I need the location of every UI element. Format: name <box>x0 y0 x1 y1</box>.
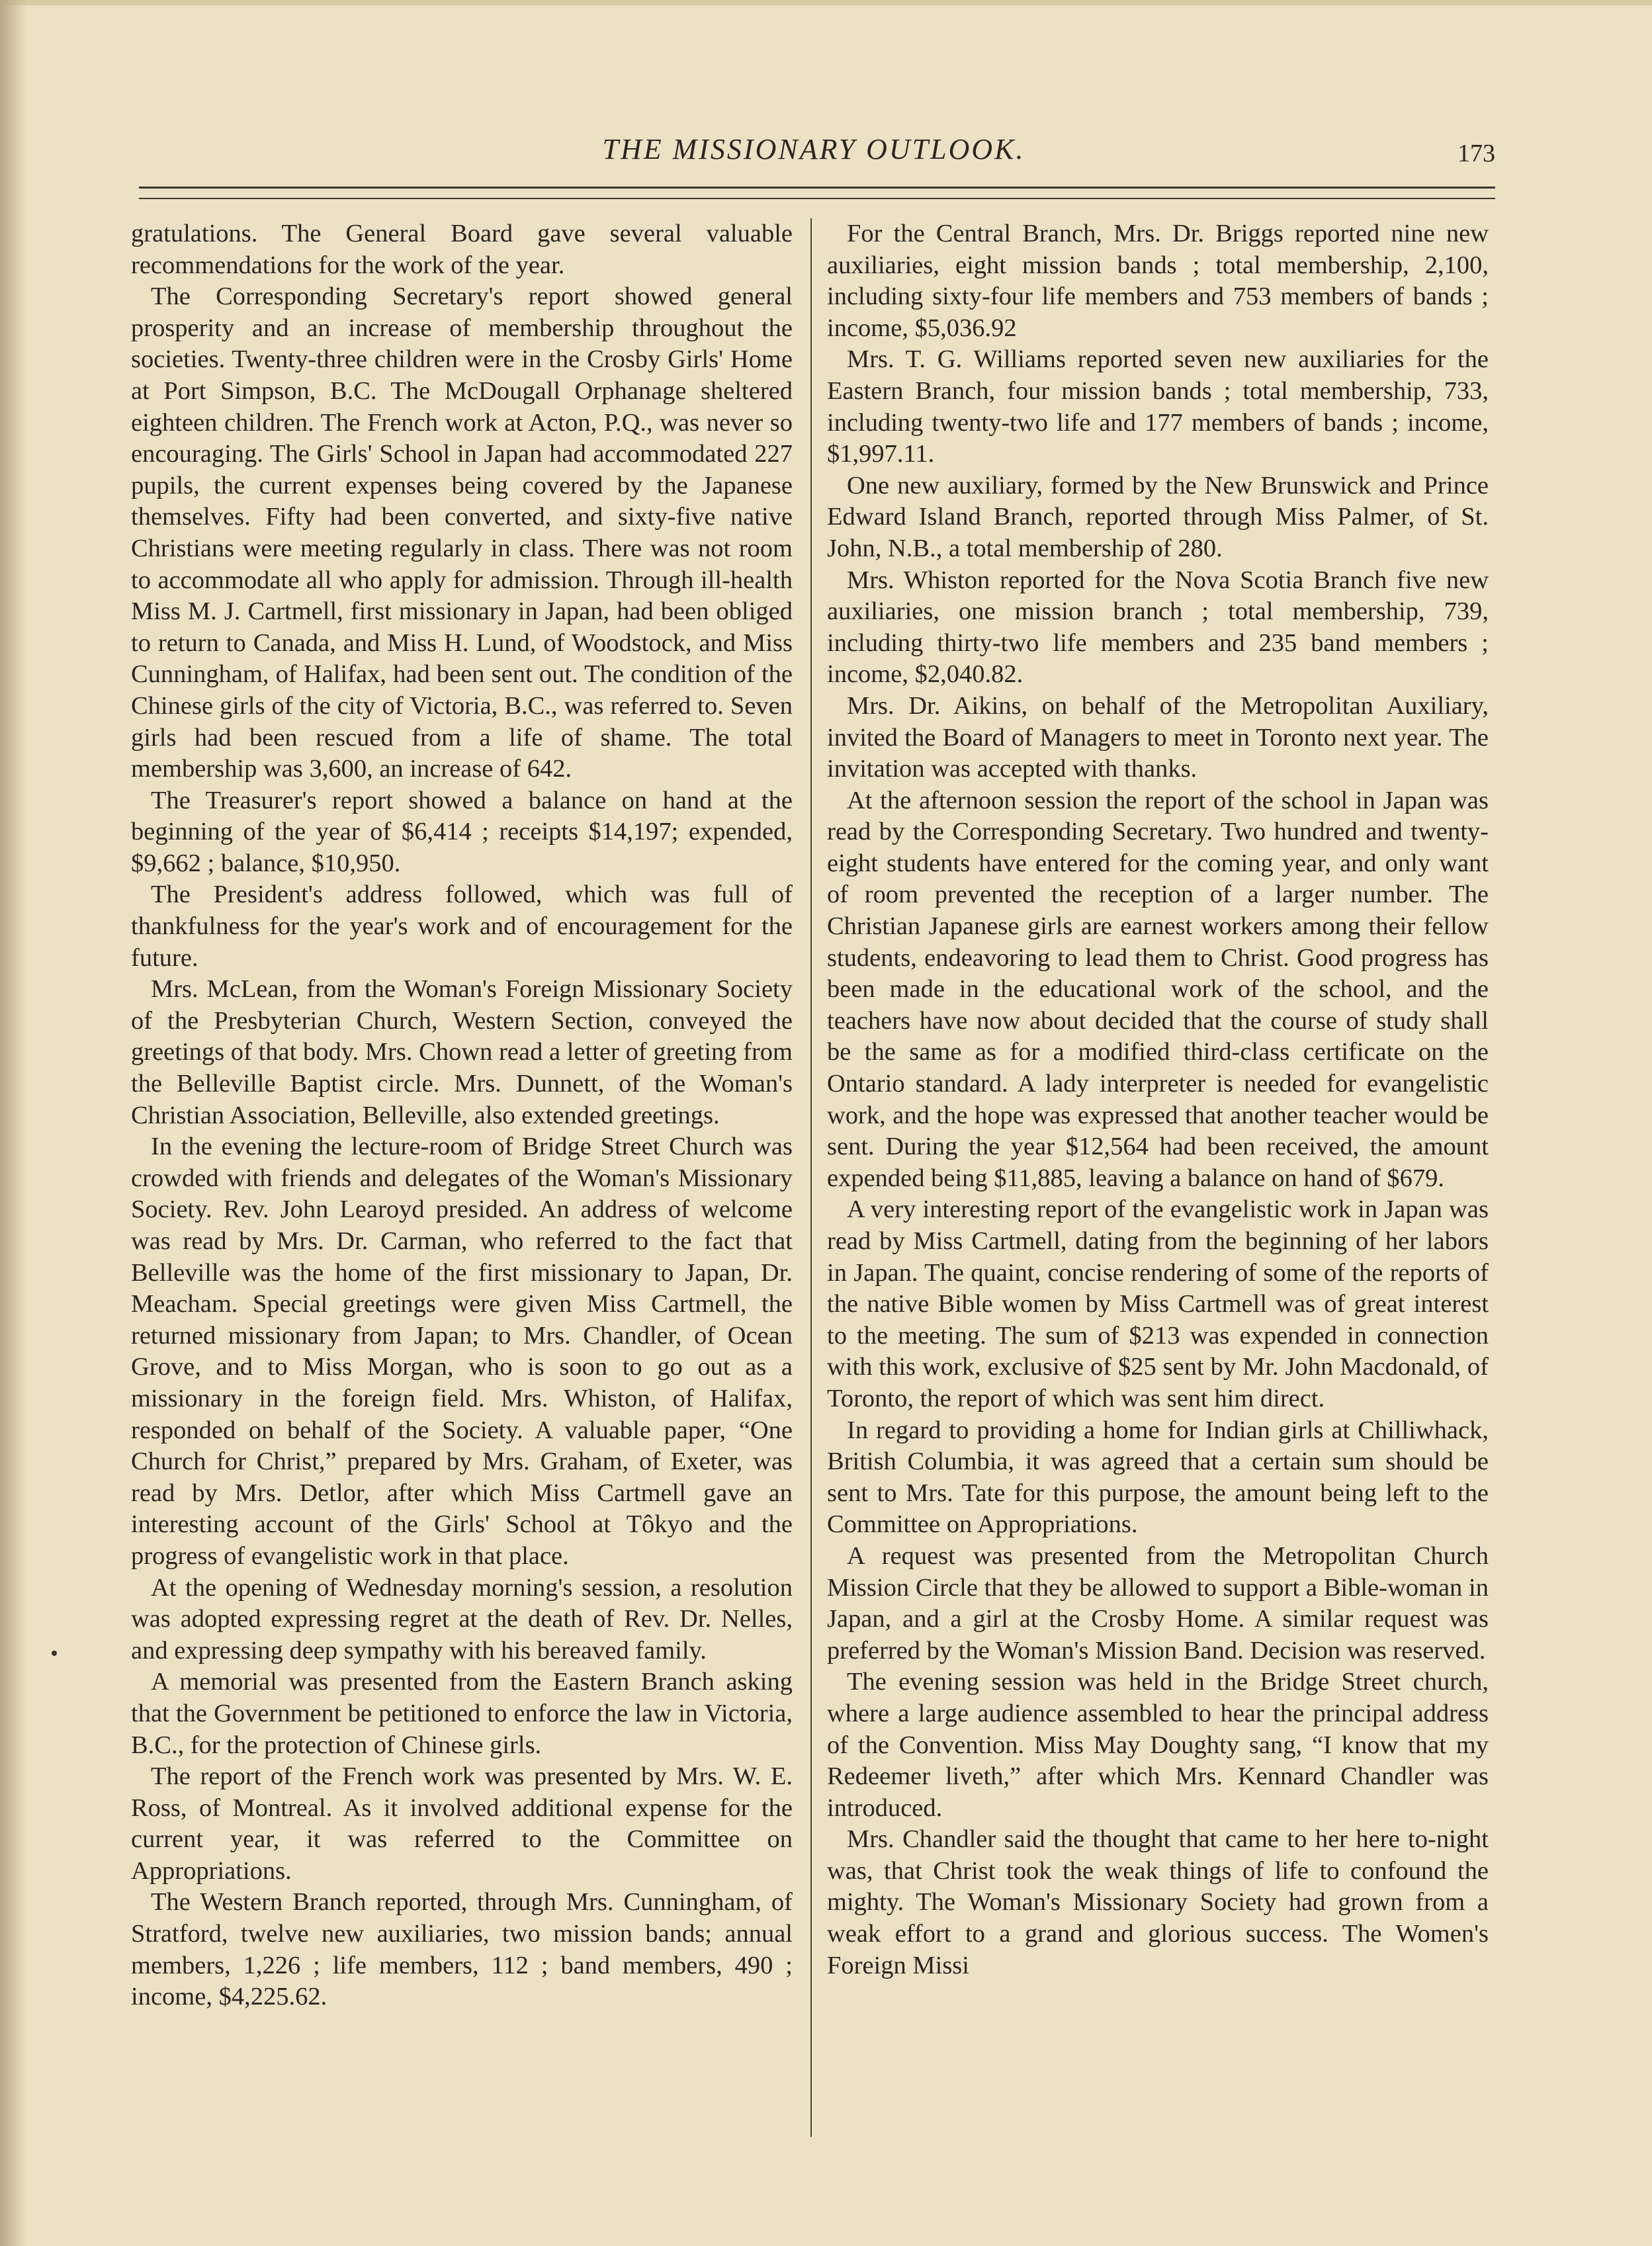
paragraph: A memorial was presented from the Eastern Branch asking that the Government be petitioned to enforce the law in Victoria, B.C., for the protection of Chinese girls. <box>131 1668 793 1759</box>
page-number: 173 <box>1457 140 1495 167</box>
paragraph: Mrs. Dr. Aikins, on behalf of the Metropolitan Auxiliary, invited the Board of Managers to meet in Toronto next year. The invitation was accepted with thanks. <box>827 691 1489 783</box>
running-title: THE MISSIONARY OUTLOOK. <box>602 133 1025 165</box>
paragraph: For the Central Branch, Mrs. Dr. Briggs reported nine new auxiliaries, eight mission bands ; total membership, 2,100, including sixty-four life members and 753 members of bands ; income, $5,036.92 <box>827 220 1489 342</box>
paragraph: Mrs. Chandler said the thought that came to her here to-night was, that Christ took the weak things of life to confound the mighty. The Woman's Missionary Society had grown from a weak effort to a grand and glorious success. The Women's Foreign Missi <box>827 1825 1489 1979</box>
column-rule <box>810 218 812 2137</box>
paragraph: In the evening the lecture-room of Bridge Street Church was crowded with friends and delegates of the Woman's Missionary Society. Rev. John Learoyd presided. An address of welcome was read by Mrs. Dr. Carman, who referred to the fact that Belleville was the home of the first missionary to Japan, Dr. Meacham. Special greetings were given Miss Cartmell, the returned missionary from Japan; to Mrs. Chandler, of Ocean Grove, and to Miss Morgan, who is soon to go out as a missionary in the foreign field. Mrs. Whiston, of Halifax, responded on behalf of the Society. A valuable paper, “One Church for Christ,” prepared by Mrs. Graham, of Exeter, was read by Mrs. Detlor, after which Miss Cartmell gave an interesting account of the Girls' School at Tôkyo and the progress of evangelistic work in that place. <box>131 1133 793 1570</box>
paragraph: The report of the French work was presented by Mrs. W. E. Ross, of Montreal. As it involved additional expense for the current year, it was referred to the Committee on Appropriations. <box>131 1762 793 1885</box>
paragraph: One new auxiliary, formed by the New Brunswick and Prince Edward Island Branch, reported through Miss Palmer, of St. John, N.B., a total membership of 280. <box>827 471 1489 562</box>
paragraph: The President's address followed, which was full of thankfulness for the year's work and of encouragement for the future. <box>131 881 793 972</box>
paragraph: The Treasurer's report showed a balance on hand at the beginning of the year of $6,414 ; receipts $14,197; expended, $9,662 ; balance, $10,950. <box>131 786 793 877</box>
paragraph: At the opening of Wednesday morning's session, a resolution was adopted expressing regret at the death of Rev. Dr. Nelles, and expressing deep sympathy with his bereaved family. <box>131 1573 793 1664</box>
page-header <box>132 132 1495 179</box>
paragraph: A request was presented from the Metropolitan Church Mission Circle that they be allowed to support a Bible-woman in Japan, and a girl at the Crosby Home. A similar request was preferred by the Woman's Mission Band. Decision was reserved. <box>827 1541 1489 1664</box>
binding-shadow <box>0 0 26 2246</box>
paragraph: gratulations. The General Board gave several valuable recommendations for the work of the year. <box>131 220 793 279</box>
paragraph: Mrs. Whiston reported for the Nova Scotia Branch five new auxiliaries, one mission branch ; total membership, 739, including thirty-two life members and 235 band members ; income, $2,040.82. <box>827 566 1489 689</box>
paragraph: A very interesting report of the evangelistic work in Japan was read by Miss Cartmell, dating from the beginning of her labors in Japan. The quaint, concise rendering of some of the reports of the native Bible women by Miss Cartmell was of great interest to the meeting. The sum of $213 was expended in connection with this work, exclusive of $25 sent by Mr. John Macdonald, of Toronto, the report of which was sent him direct. <box>827 1195 1489 1412</box>
paragraph: At the afternoon session the report of the school in Japan was read by the Corresponding Secretary. Two hundred and twenty-eight students have entered for the coming year, and only want of room prevented the reception of a larger number. The Christian Japanese girls are earnest workers among their fellow students, endeavoring to lead them to Christ. Good progress has been made in the educational work of the school, and the teachers have now about decided that the course of study shall be the same as for a modified third-class certificate on the Ontario standard. A lady interpreter is needed for evangelistic work, and the hope was expressed that another teacher would be sent. During the year $12,564 had been received, the amount expended being $11,885, leaving a balance on hand of $679. <box>827 786 1489 1192</box>
right-column <box>827 218 1489 2157</box>
header-rule <box>139 187 1495 199</box>
paragraph: Mrs. T. G. Williams reported seven new auxiliaries for the Eastern Branch, four mission bands ; total membership, 733, including twenty-two life and 177 members of bands ; income, $1,997.11. <box>827 345 1489 468</box>
paragraph: The evening session was held in the Bridge Street church, where a large audience assembled to hear the principal address of the Convention. Miss May Doughty sang, “I know that my Redeemer liveth,” after which Mrs. Kennard Chandler was introduced. <box>827 1668 1489 1822</box>
paragraph: In regard to providing a home for Indian girls at Chilliwhack, British Columbia, it was agreed that a certain sum should be sent to Mrs. Tate for this purpose, the amount being left to the Committee on Appropriations. <box>827 1416 1489 1539</box>
paragraph: The Corresponding Secretary's report showed general prosperity and an increase of membership throughout the societies. Twenty-three children were in the Crosby Girls' Home at Port Simpson, B.C. The McDougall Orphanage sheltered eighteen children. The French work at Acton, P.Q., was never so encouraging. The Girls' School in Japan had accommodated 227 pupils, the current expenses being covered by the Japanese themselves. Fifty had been converted, and sixty-five native Christians were meeting regularly in class. There was not room to accommodate all who apply for admission. Through ill-health Miss M. J. Cartmell, first missionary in Japan, had been obliged to return to Canada, and Miss H. Lund, of Woodstock, and Miss Cunningham, of Halifax, had been sent out. The condition of the Chinese girls of the city of Victoria, B.C., was referred to. Seven girls had been rescued from a life of shame. The total membership was 3,600, an increase of 642. <box>131 282 793 783</box>
page-top-edge <box>0 0 1652 5</box>
paragraph: Mrs. McLean, from the Woman's Foreign Missionary Society of the Presbyterian Church, Western Section, conveyed the greetings of that body. Mrs. Chown read a letter of greeting from the Belleville Baptist circle. Mrs. Dunnett, of the Woman's Christian Association, Belleville, also extended greetings. <box>131 975 793 1129</box>
left-column <box>131 218 793 2157</box>
paragraph: The Western Branch reported, through Mrs. Cunningham, of Stratford, twelve new auxiliaries, two mission bands; annual members, 1,226 ; life members, 112 ; band members, 490 ; income, $4,225.62. <box>131 1888 793 2011</box>
margin-mark <box>52 1651 57 1656</box>
